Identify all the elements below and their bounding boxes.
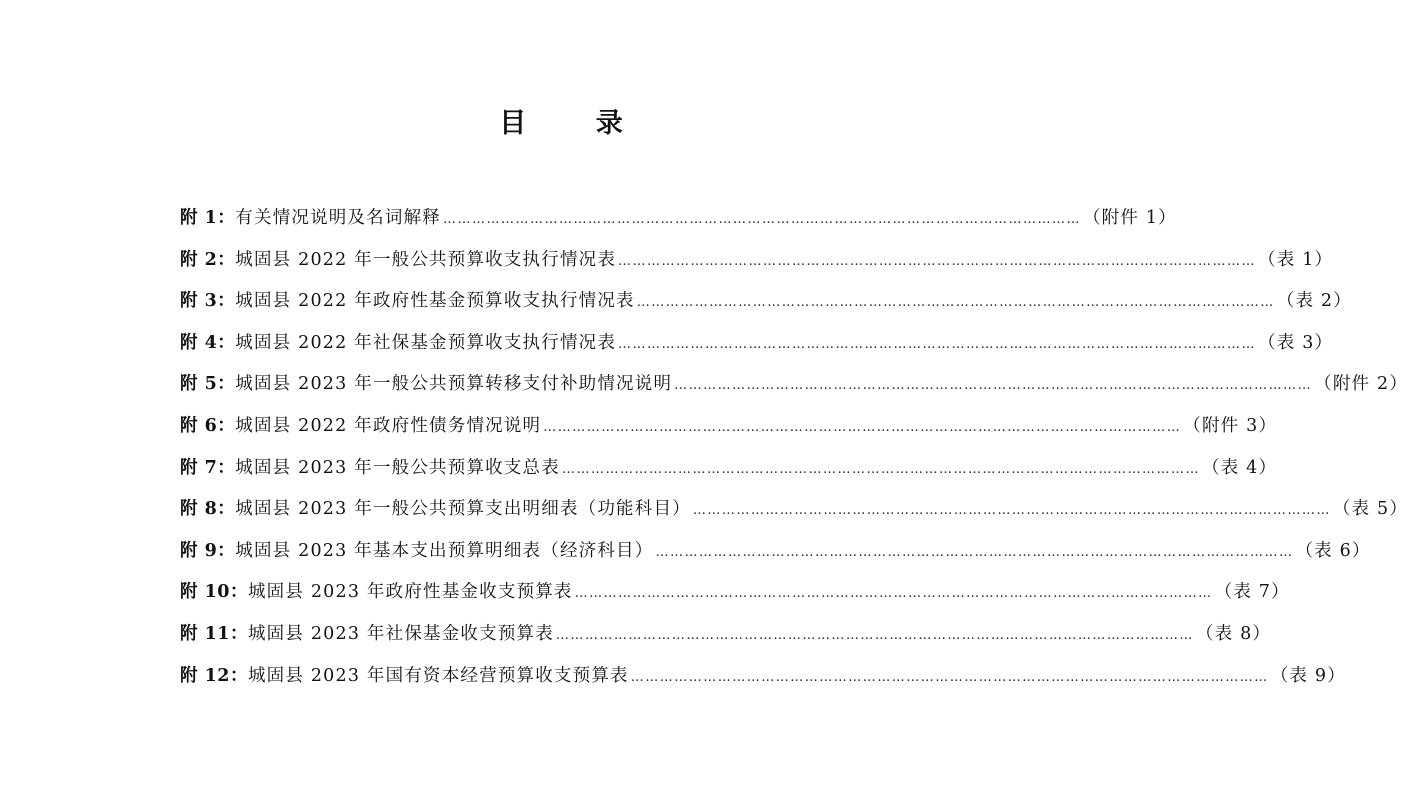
dot-leader: …………………………………………………………………………………………………………………… <box>674 378 1313 394</box>
toc-entry-reference: （表 1） <box>1258 249 1334 270</box>
toc-entry-title: 城固县 2023 年社保基金收支预算表 <box>247 623 554 644</box>
toc-entry-title: 城固县 2022 年一般公共预算收支执行情况表 <box>235 249 617 270</box>
dot-leader: …………………………………………………………………………………………………………………… <box>618 336 1257 352</box>
toc-entry-reference: （表 7） <box>1214 582 1290 603</box>
dot-leader: …………………………………………………………………………………………………………………… <box>630 669 1269 685</box>
toc-entry-title: 城固县 2023 年国有资本经营预算收支预算表 <box>247 665 629 686</box>
toc-entry-reference: （表 9） <box>1270 665 1346 686</box>
dot-leader: …………………………………………………………………………………………………………………… <box>636 295 1275 311</box>
toc-entry-label: 附 11： <box>180 623 248 644</box>
toc-entry-reference: （附件 2） <box>1314 374 1408 395</box>
toc-entry-title: 城固县 2022 年社保基金预算收支执行情况表 <box>235 332 617 353</box>
dot-leader: …………………………………………………………………………………………………………………… <box>574 586 1213 602</box>
dot-leader: …………………………………………………………………………………………………………………… <box>543 419 1182 435</box>
table-of-contents <box>180 203 1408 702</box>
toc-entry-title: 有关情况说明及名词解释 <box>235 208 441 228</box>
toc-entry-title: 城固县 2023 年一般公共预算转移支付补助情况说明 <box>235 374 673 395</box>
dot-leader: …………………………………………………………………………………………………………………… <box>555 627 1194 643</box>
toc-entry-reference: （表 3） <box>1258 332 1334 353</box>
toc-entry-5[interactable] <box>180 369 1408 411</box>
toc-entry-4[interactable] <box>180 328 1334 370</box>
dot-leader: …………………………………………………………………………………………………………………… <box>618 253 1257 269</box>
toc-entry-title: 城固县 2023 年基本支出预算明细表（经济科目） <box>235 540 654 561</box>
toc-entry-10[interactable] <box>180 577 1290 619</box>
toc-entry-11[interactable] <box>180 619 1272 661</box>
page-title: 目 录 <box>499 108 653 139</box>
toc-entry-reference: （表 8） <box>1195 623 1272 644</box>
dot-leader: …………………………………………………………………………………………………………………… <box>442 212 1081 227</box>
dot-leader: …………………………………………………………………………………………………………………… <box>561 461 1200 477</box>
toc-entry-label: 附 10： <box>180 582 248 603</box>
toc-entry-reference: （表 2） <box>1276 291 1352 312</box>
toc-entry-8[interactable] <box>180 494 1408 536</box>
toc-entry-label: 附 8： <box>180 499 236 520</box>
toc-entry-label: 附 1： <box>180 208 236 228</box>
toc-entry-title: 城固县 2023 年一般公共预算收支总表 <box>235 457 560 478</box>
toc-entry-title: 城固县 2023 年一般公共预算支出明细表（功能科目） <box>235 499 691 520</box>
toc-entry-2[interactable] <box>180 245 1334 287</box>
toc-entry-reference: （附件 3） <box>1183 415 1278 436</box>
dot-leader: …………………………………………………………………………………………………………………… <box>692 503 1331 519</box>
toc-entry-1[interactable] <box>180 203 1177 245</box>
toc-entry-label: 附 12： <box>180 665 248 686</box>
toc-entry-label: 附 3： <box>180 291 236 312</box>
toc-entry-9[interactable] <box>180 536 1371 578</box>
toc-entry-label: 附 6： <box>180 415 236 436</box>
toc-entry-label: 附 4： <box>180 332 236 353</box>
toc-entry-6[interactable] <box>180 411 1278 453</box>
toc-entry-title: 城固县 2022 年政府性债务情况说明 <box>235 415 542 436</box>
toc-entry-12[interactable] <box>180 661 1346 703</box>
toc-entry-reference: （表 5） <box>1332 499 1408 520</box>
toc-entry-reference: （表 4） <box>1201 457 1278 478</box>
toc-entry-reference: （附件 1） <box>1082 208 1177 228</box>
toc-entry-title: 城固县 2023 年政府性基金收支预算表 <box>247 582 573 603</box>
dot-leader: …………………………………………………………………………………………………………………… <box>655 544 1294 560</box>
toc-entry-3[interactable] <box>180 286 1352 328</box>
toc-entry-reference: （表 6） <box>1295 540 1371 561</box>
toc-entry-label: 附 5： <box>180 374 236 395</box>
toc-entry-label: 附 7： <box>180 457 236 478</box>
toc-entry-7[interactable] <box>180 453 1278 495</box>
toc-entry-label: 附 2： <box>180 249 236 270</box>
toc-entry-label: 附 9： <box>180 540 236 561</box>
toc-entry-title: 城固县 2022 年政府性基金预算收支执行情况表 <box>235 291 635 312</box>
